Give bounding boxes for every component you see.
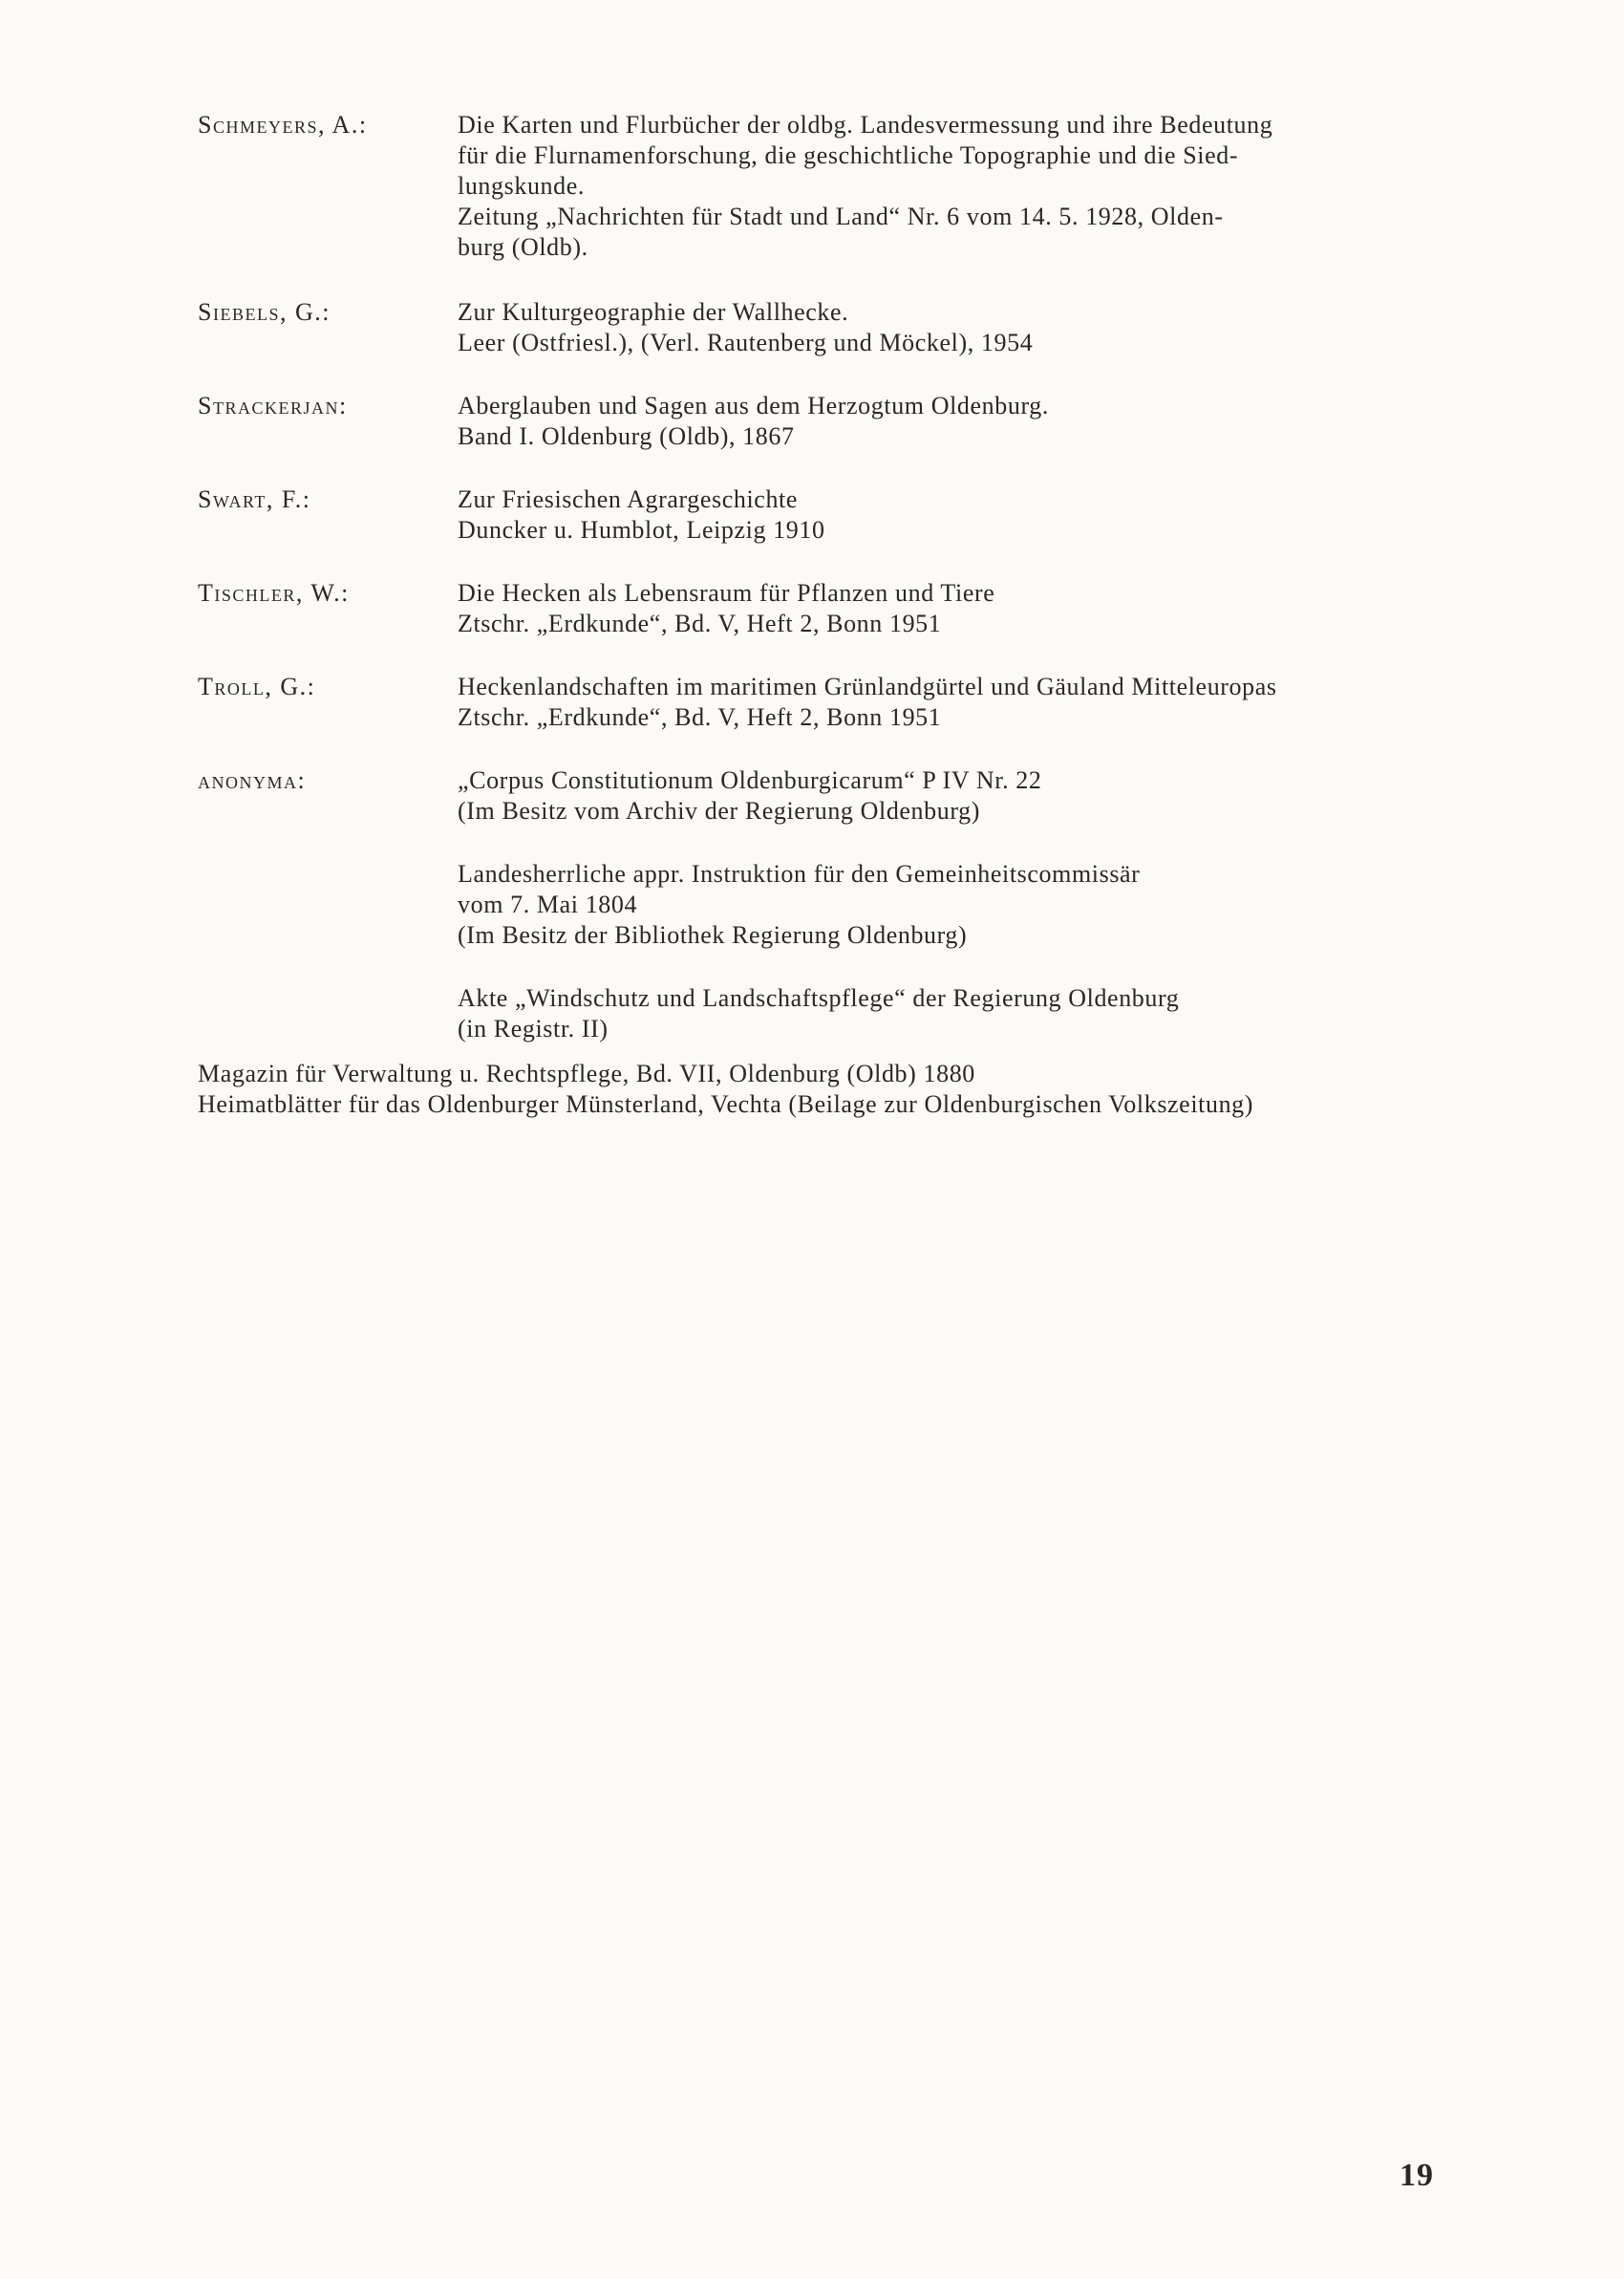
entry-line: vom 7. Mai 1804 — [458, 891, 638, 918]
entry-line: Leer (Ostfriesl.), (Verl. Rautenberg und Möckel), 1954 — [458, 329, 1034, 356]
bibliography-entry — [198, 391, 1440, 452]
bibliography-entry — [198, 297, 1440, 358]
entry-text — [458, 110, 1442, 263]
entry-line: Ztschr. „Erdkunde“, Bd. V, Heft 2, Bonn 1951 — [458, 610, 942, 637]
entry-line: Aberglauben und Sagen aus dem Herzogtum Oldenburg. — [458, 392, 1049, 419]
entry-line: (Im Besitz der Bibliothek Regierung Oldenburg) — [458, 921, 968, 949]
entry-text — [458, 672, 1442, 733]
entry-line: Band I. Oldenburg (Oldb), 1867 — [458, 422, 795, 450]
bibliography-entry — [198, 110, 1440, 263]
entry-line: Die Hecken als Lebensraum für Pflanzen und Tiere — [458, 579, 995, 607]
entry-line: Die Karten und Flurbücher der oldbg. Landesvermessung und ihre Bedeutung — [458, 111, 1273, 139]
entry-line: (in Registr. II) — [458, 1015, 609, 1043]
bibliography-entry — [198, 578, 1440, 639]
entry-line: burg (Oldb). — [458, 233, 588, 261]
entry-line: Akte „Windschutz und Landschaftspflege“ der Regierung Oldenburg — [458, 984, 1180, 1012]
entry-text — [458, 765, 1442, 827]
page-number: 19 — [1400, 2158, 1434, 2193]
bibliography-entry — [198, 672, 1440, 733]
entry-line: Heckenlandschaften im maritimen Grünlandgürtel und Gäuland Mitteleuropas — [458, 673, 1277, 700]
source-line: Heimatblätter für das Oldenburger Münsterland, Vechta (Beilage zur Oldenburgischen Volkszeitung) — [198, 1090, 1254, 1118]
entry-line: lungskunde. — [458, 172, 585, 200]
entry-author: Strackerjan: — [198, 392, 348, 419]
entry-author: Siebels, G.: — [198, 298, 331, 326]
entry-line: für die Flurnamenforschung, die geschichtliche Topographie und die Sied- — [458, 141, 1239, 169]
entry-author: Troll, G.: — [198, 673, 316, 700]
entry-author: Tischler, W.: — [198, 579, 350, 607]
entry-author: Swart, F.: — [198, 485, 311, 513]
entry-line: Zur Kulturgeographie der Wallhecke. — [458, 298, 849, 326]
entry-author: anonyma: — [198, 766, 307, 794]
source-line: Magazin für Verwaltung u. Rechtspflege, Bd. VII, Oldenburg (Oldb) 1880 — [198, 1060, 975, 1087]
additional-sources — [198, 1059, 1253, 1120]
anonyma-subentry — [458, 859, 1442, 951]
entry-author: Schmeyers, A.: — [198, 111, 368, 139]
entry-text — [458, 578, 1442, 639]
bibliography-list — [198, 110, 1440, 1077]
entry-line: (Im Besitz vom Archiv der Regierung Oldenburg) — [458, 797, 981, 825]
entry-line: Ztschr. „Erdkunde“, Bd. V, Heft 2, Bonn 1951 — [458, 703, 942, 731]
entry-line: Zur Friesischen Agrargeschichte — [458, 485, 799, 513]
entry-line: Duncker u. Humblot, Leipzig 1910 — [458, 516, 825, 544]
entry-line: Landesherrliche appr. Instruktion für den Gemeinheitscommissär — [458, 860, 1141, 888]
entry-text — [458, 391, 1442, 452]
entry-line: Zeitung „Nachrichten für Stadt und Land“ Nr. 6 vom 14. 5. 1928, Olden- — [458, 203, 1224, 230]
entry-text — [458, 297, 1442, 358]
entry-line: „Corpus Constitutionum Oldenburgicarum“ P IV Nr. 22 — [458, 766, 1042, 794]
entry-text — [458, 484, 1442, 546]
bibliography-entry — [198, 484, 1440, 546]
anonyma-subentry — [458, 983, 1442, 1044]
bibliography-entry — [198, 765, 1440, 1044]
